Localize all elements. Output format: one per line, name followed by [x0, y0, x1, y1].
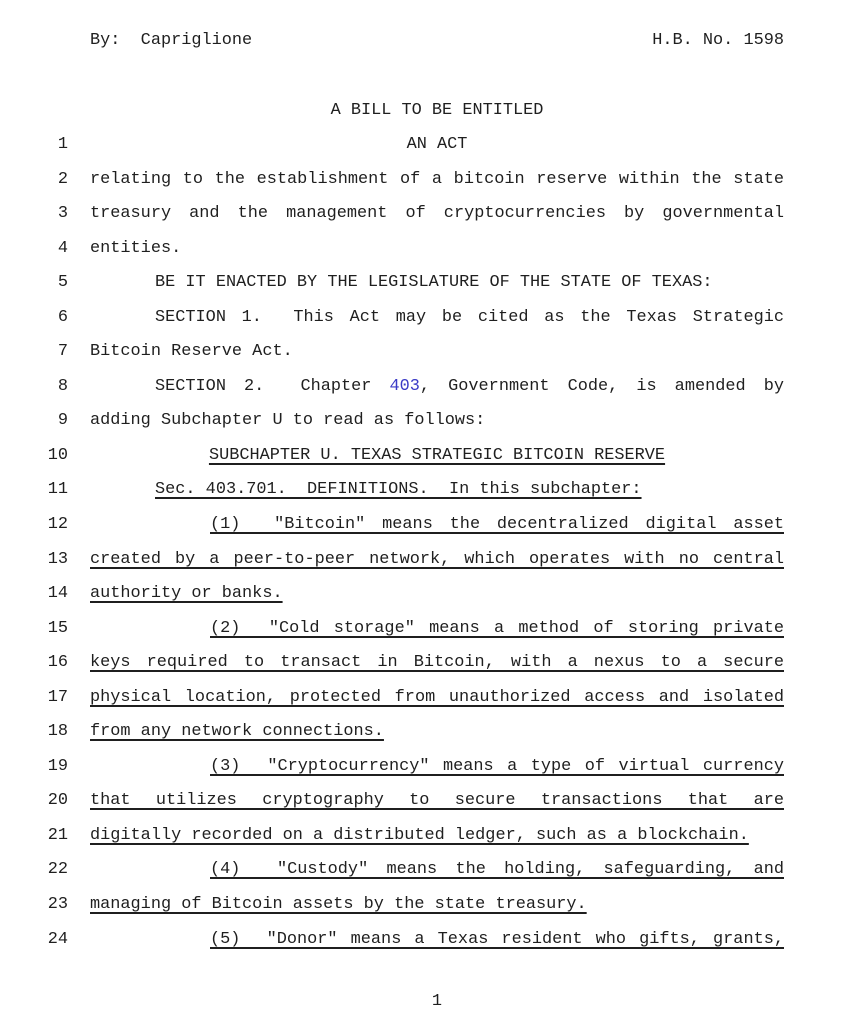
line-text [90, 370, 784, 405]
line-number: 7 [57, 342, 68, 362]
line-text: authority or banks. [90, 584, 283, 604]
bill-line [0, 370, 851, 405]
bill-line [0, 335, 851, 370]
line-text: created by a peer-to-peer network, which operates with no central [90, 549, 784, 569]
line-number: 20 [47, 791, 68, 811]
bill-line [0, 197, 851, 232]
line-number: 18 [47, 722, 68, 742]
line-number: 15 [47, 618, 68, 638]
bill-title: A BILL TO BE ENTITLED [330, 101, 544, 120]
line-text: (1) "Bitcoin" means the decentralized digital asset [210, 515, 784, 535]
line-text: SECTION 1. This Act may be cited as the Texas Strategic [155, 307, 784, 327]
bill-line [0, 923, 851, 958]
line-number: 22 [47, 860, 68, 880]
line-number: 21 [47, 825, 68, 845]
line-text: Bitcoin Reserve Act. [90, 342, 293, 362]
bill-line [0, 473, 851, 508]
line-number: 8 [57, 376, 68, 396]
bill-line [0, 163, 851, 198]
line-text: physical location, protected from unauthorized access and isolated [90, 687, 784, 707]
line-number: 11 [47, 480, 68, 500]
bill-line [0, 543, 851, 578]
line-number: 16 [47, 653, 68, 673]
line-text-segment: , Government Code, is amended by [419, 376, 784, 396]
line-text: (5) "Donor" means a Texas resident who gifts, grants, [210, 929, 784, 949]
bill-line [0, 439, 851, 474]
line-number: 1 [57, 135, 68, 154]
line-number: 9 [57, 411, 68, 431]
bill-line [0, 750, 851, 785]
line-text: entities. [90, 238, 182, 258]
line-text: adding Subchapter U to read as follows: [90, 411, 486, 431]
line-text: BE IT ENACTED BY THE LEGISLATURE OF THE STATE OF TEXAS: [155, 273, 713, 293]
bill-line [0, 819, 851, 854]
line-number: 5 [57, 273, 68, 293]
line-text-segment: SECTION 2. Chapter [155, 376, 390, 396]
bill-line [0, 232, 851, 267]
bill-line [0, 888, 851, 923]
bill-line [0, 128, 851, 163]
line-text: that utilizes cryptography to secure transactions that are [90, 791, 784, 811]
line-number: 19 [47, 756, 68, 776]
line-text: treasury and the management of cryptocurrencies by governmental [90, 204, 784, 224]
line-number: 23 [47, 895, 68, 915]
bill-line [0, 577, 851, 612]
bill-author: By: Capriglione [90, 31, 253, 50]
line-text: (2) "Cold storage" means a method of storing private [210, 618, 784, 638]
line-number: 14 [47, 584, 68, 604]
line-text: (3) "Cryptocurrency" means a type of virtual currency [210, 756, 784, 776]
line-number: 3 [57, 204, 68, 224]
line-number: 4 [57, 238, 68, 258]
line-text: keys required to transact in Bitcoin, with a nexus to a secure [90, 653, 784, 673]
line-text: relating to the establishment of a bitcoin reserve within the state [90, 169, 784, 189]
line-text: (4) "Custody" means the holding, safeguarding, and [210, 860, 784, 880]
bill-lines [0, 128, 851, 957]
bill-line [0, 301, 851, 336]
bill-line [0, 715, 851, 750]
line-number: 2 [57, 169, 68, 189]
line-number: 24 [47, 929, 68, 949]
statute-chapter-403-link[interactable]: 403 [389, 376, 420, 396]
line-text: managing of Bitcoin assets by the state treasury. [90, 895, 587, 915]
line-number: 12 [47, 515, 68, 535]
bill-line [0, 681, 851, 716]
bill-line [0, 266, 851, 301]
bill-line [0, 646, 851, 681]
bill-line [0, 853, 851, 888]
line-number: 13 [47, 549, 68, 569]
line-number: 10 [47, 445, 68, 465]
line-text: from any network connections. [90, 722, 384, 742]
line-number: 17 [47, 687, 68, 707]
line-text: Sec. 403.701. DEFINITIONS. In this subchapter: [155, 480, 642, 500]
line-text: SUBCHAPTER U. TEXAS STRATEGIC BITCOIN RESERVE [208, 445, 666, 465]
bill-header [90, 31, 784, 50]
bill-line [0, 404, 851, 439]
bill-line [0, 784, 851, 819]
bill-line [0, 508, 851, 543]
line-text: digitally recorded on a distributed ledger, such as a blockchain. [90, 825, 749, 845]
line-number: 6 [57, 307, 68, 327]
bill-number: H.B. No. 1598 [652, 31, 784, 50]
bill-line [0, 612, 851, 647]
page-number: 1 [431, 992, 443, 1011]
line-text: AN ACT [406, 135, 468, 154]
